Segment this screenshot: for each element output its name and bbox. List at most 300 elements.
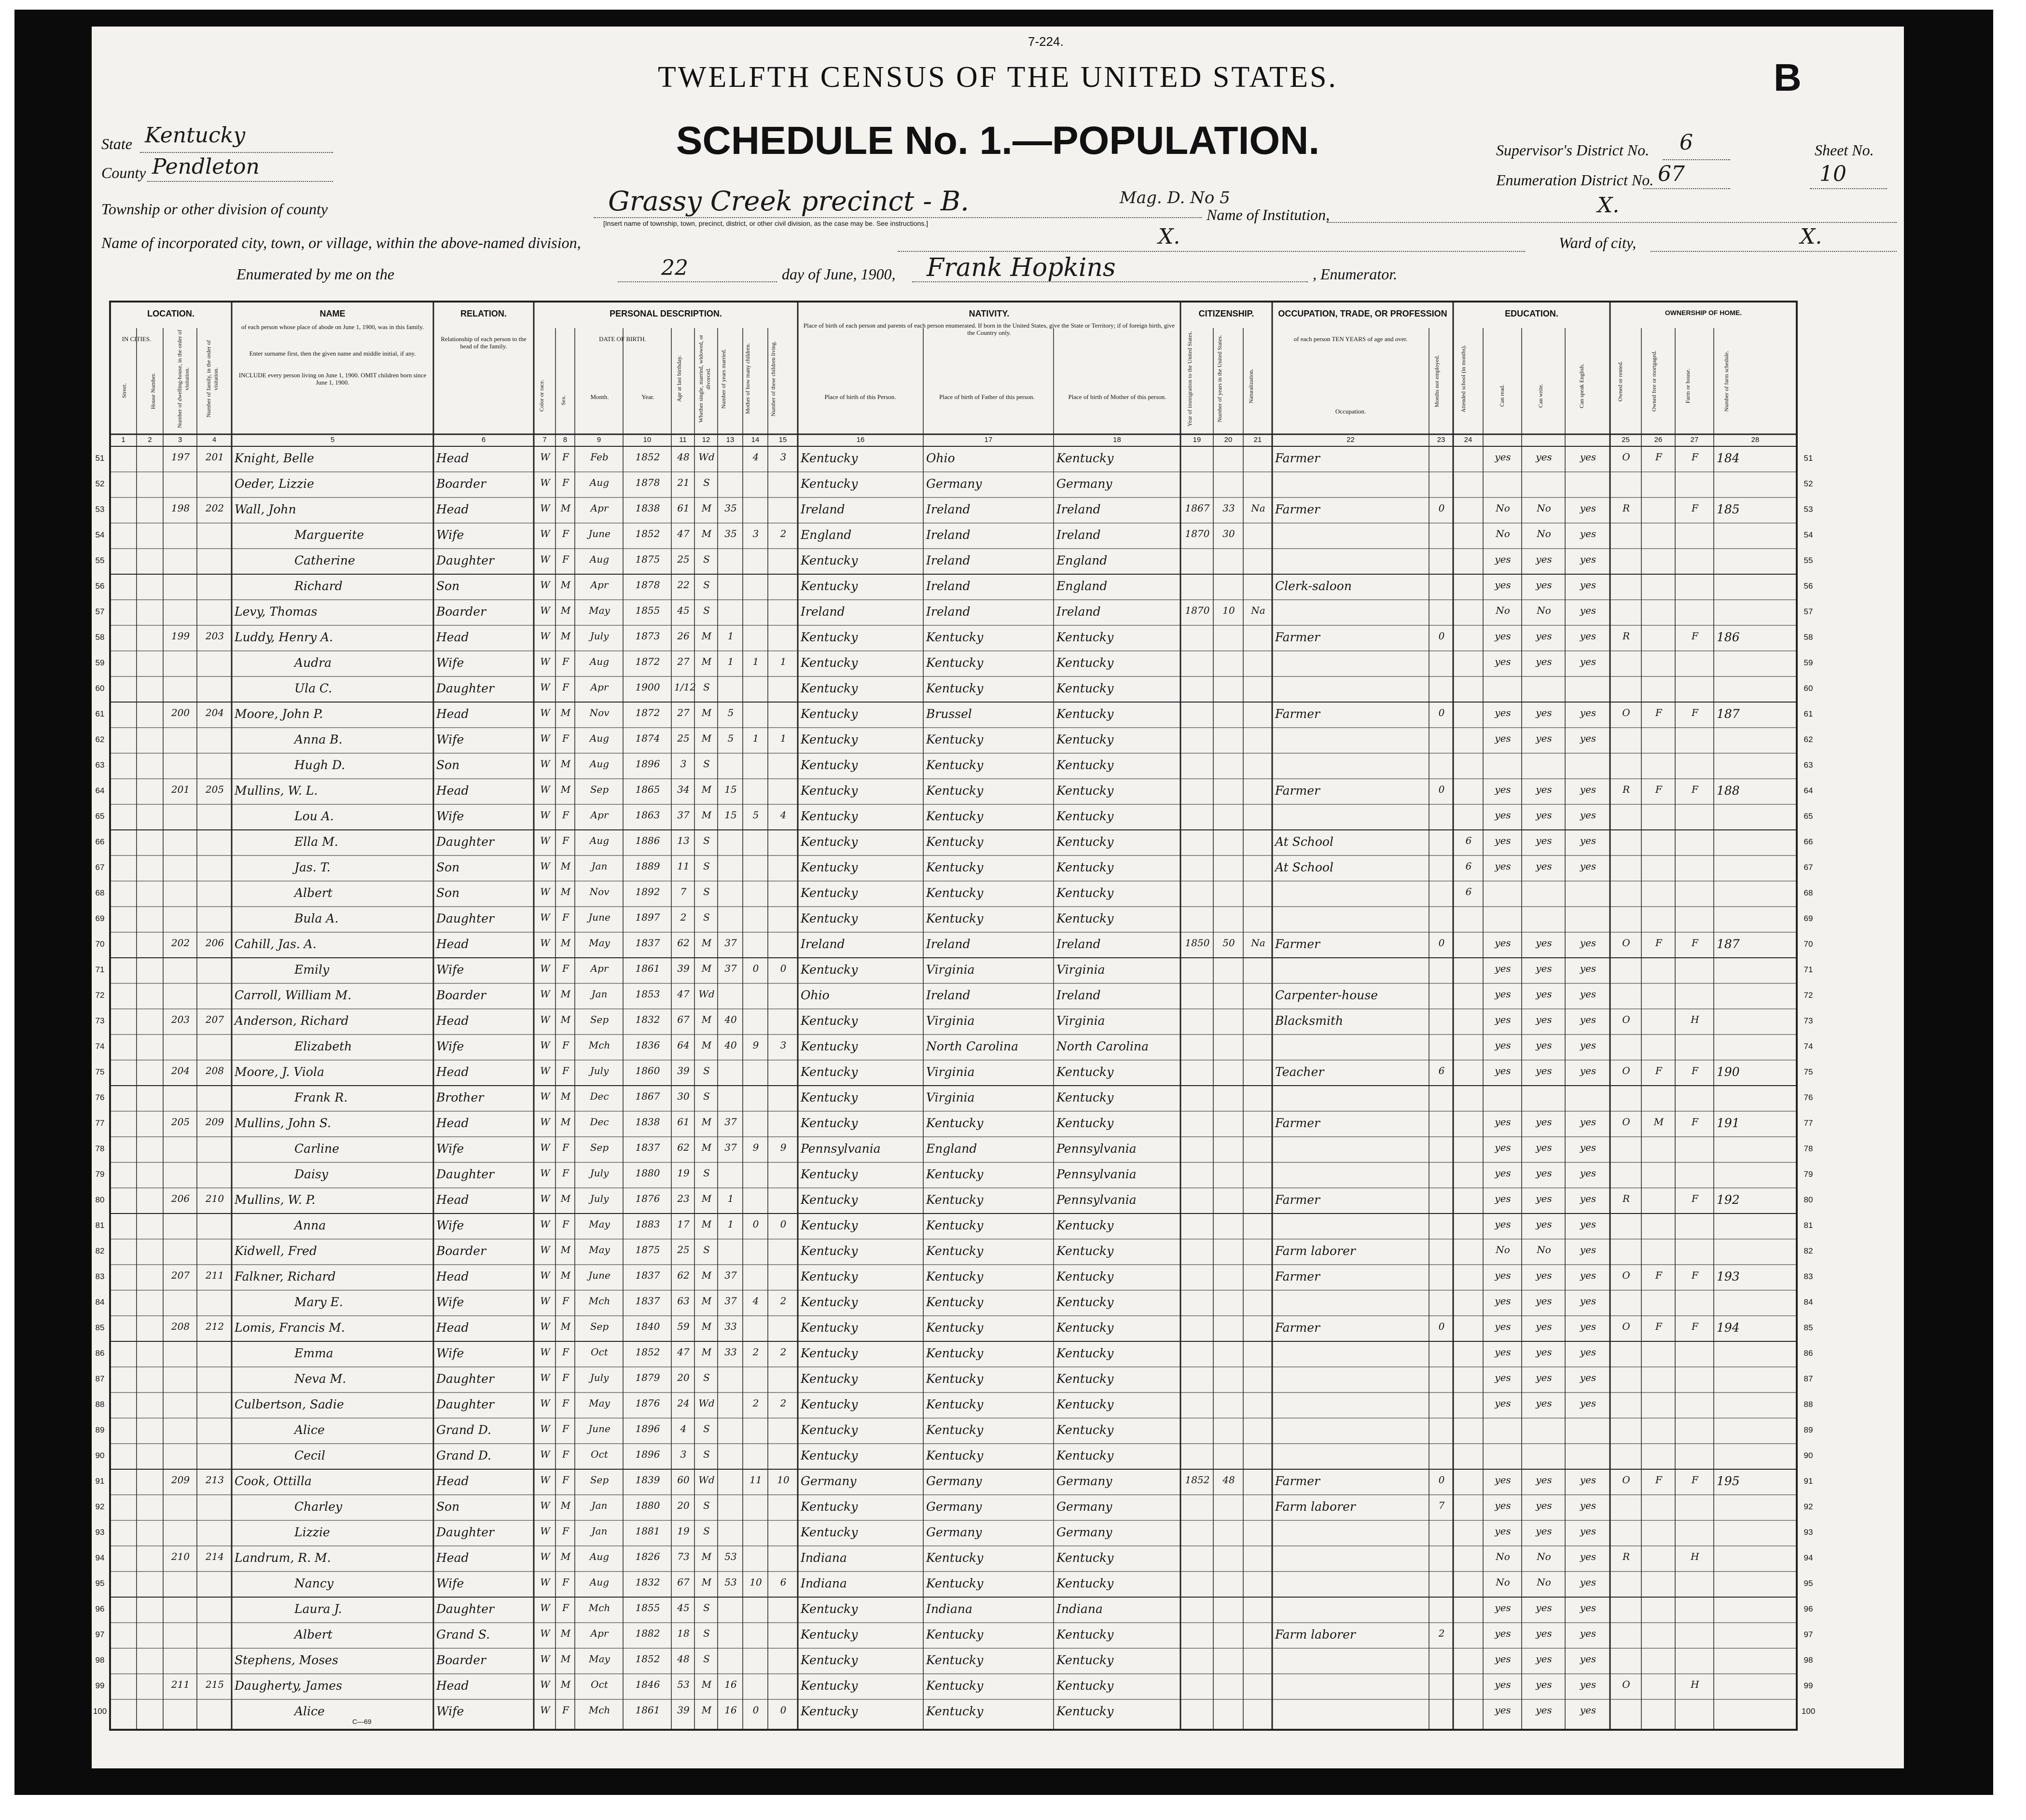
cell-rel: Wife xyxy=(436,809,464,823)
cell-mar: M xyxy=(701,937,712,949)
cell-rel: Son xyxy=(436,579,460,593)
cell-sex: F xyxy=(562,911,569,923)
line-number: 64 xyxy=(1804,786,1813,795)
cell-fh: F xyxy=(1692,1193,1698,1204)
cell-bf: Indiana xyxy=(926,1602,972,1616)
cell-month: Jan xyxy=(591,860,608,872)
cell-mne: 0 xyxy=(1438,1474,1445,1486)
cell-year: 1837 xyxy=(635,937,660,949)
cell-dw: 207 xyxy=(171,1269,190,1281)
cell-color: W xyxy=(540,1295,550,1307)
cell-bp: Kentucky xyxy=(801,1704,858,1718)
cell-age: 63 xyxy=(677,1295,690,1307)
cell-bp: Kentucky xyxy=(801,630,858,644)
mother-of-header: Mother of how many children. xyxy=(744,343,751,414)
cell-color: W xyxy=(540,1346,550,1358)
cell-mar: Wd xyxy=(698,451,715,463)
cell-ym: 37 xyxy=(724,963,737,974)
cell-fm: F xyxy=(1655,1269,1662,1281)
cell-name: Mullins, W. L. xyxy=(235,784,318,798)
line-number: 60 xyxy=(1804,684,1813,693)
cell-year: 1846 xyxy=(635,1679,660,1690)
cell-mar: M xyxy=(701,656,712,667)
line-number: 54 xyxy=(1804,530,1813,539)
cell-sex: F xyxy=(562,451,569,463)
cell-mar: M xyxy=(701,1321,712,1332)
column-number: 16 xyxy=(856,436,865,444)
enumeration-label: Enumeration District No. xyxy=(1496,171,1654,189)
nativity-instructions: Place of birth of each person and parents of each person enumerated. If born in the United States, give the State or Territory; if of foreign birth, give the Country only. xyxy=(803,322,1175,336)
cell-bm: England xyxy=(1056,553,1108,567)
cell-wr: yes xyxy=(1536,451,1552,463)
cell-bp: Kentucky xyxy=(801,1346,858,1360)
cell-rd: yes xyxy=(1495,809,1511,821)
cell-sex: F xyxy=(562,1423,569,1434)
cell-age: 25 xyxy=(677,1244,690,1255)
cell-mar: M xyxy=(701,809,712,821)
cell-occ: Farmer xyxy=(1275,1269,1320,1283)
cell-name: Wall, John xyxy=(235,502,296,516)
cell-mar: S xyxy=(703,1653,710,1665)
cell-rd: yes xyxy=(1495,1218,1511,1230)
cell-en: yes xyxy=(1580,963,1596,974)
cell-en: yes xyxy=(1580,1627,1596,1639)
cell-bp: Kentucky xyxy=(801,579,858,593)
cell-year: 1832 xyxy=(635,1576,660,1588)
cell-wr: yes xyxy=(1536,1346,1552,1358)
cell-rd: yes xyxy=(1495,1397,1511,1409)
cell-color: W xyxy=(540,963,550,974)
cell-bf: Kentucky xyxy=(926,758,984,772)
cell-rd: yes xyxy=(1495,1602,1511,1613)
cell-rel: Daughter xyxy=(436,911,494,925)
cell-ch: 0 xyxy=(780,1218,787,1230)
cell-rel: Wife xyxy=(436,1704,464,1718)
cell-name: Emily xyxy=(294,963,330,977)
cell-bf: Virginia xyxy=(926,1090,975,1104)
cell-imm: 1867 xyxy=(1185,502,1210,514)
cell-rel: Head xyxy=(436,502,469,516)
line-number: 66 xyxy=(1804,837,1813,846)
cell-en: yes xyxy=(1580,1474,1596,1486)
cell-wr: yes xyxy=(1536,579,1552,591)
cell-rel: Wife xyxy=(436,1346,464,1360)
cell-mo: 2 xyxy=(752,1346,759,1358)
cell-sex: F xyxy=(562,553,569,565)
cell-name: Carroll, William M. xyxy=(235,988,352,1002)
cell-wr: yes xyxy=(1536,1474,1552,1486)
cell-occ: Farmer xyxy=(1275,630,1320,644)
cell-year: 1881 xyxy=(635,1525,660,1537)
cell-rd: yes xyxy=(1495,1039,1511,1051)
supervisor-value: 6 xyxy=(1679,130,1693,155)
cell-ch: 2 xyxy=(780,1397,787,1409)
cell-name: Catherine xyxy=(294,553,355,567)
cell-en: yes xyxy=(1580,1679,1596,1690)
cell-bf: Ireland xyxy=(926,528,971,542)
cell-age: 39 xyxy=(677,1065,690,1076)
cell-color: W xyxy=(540,502,550,514)
line-number: 81 xyxy=(95,1221,105,1230)
cell-mne: 0 xyxy=(1438,630,1445,642)
line-number: 84 xyxy=(95,1297,105,1307)
name-instructions-3: INCLUDE every person living on June 1, 1900. OMIT children born since June 1, 1900. xyxy=(238,372,427,386)
cell-en: yes xyxy=(1580,1269,1596,1281)
cell-color: W xyxy=(540,886,550,897)
cell-color: W xyxy=(540,1525,550,1537)
cell-name: Charley xyxy=(294,1500,342,1514)
cell-ch: 0 xyxy=(780,1704,787,1716)
cell-mar: M xyxy=(701,707,712,718)
cell-month: Feb xyxy=(590,451,609,463)
cell-mar: S xyxy=(703,1525,710,1537)
cell-sex: M xyxy=(560,886,571,897)
cell-wr: yes xyxy=(1536,1116,1552,1128)
relation-header: RELATION. xyxy=(460,309,507,318)
cell-rd: yes xyxy=(1495,1653,1511,1665)
cell-mar: M xyxy=(701,1295,712,1307)
children-living-header: Number of these children living. xyxy=(770,341,777,417)
cell-bp: Kentucky xyxy=(801,860,858,874)
cell-bf: Ohio xyxy=(926,451,955,465)
cell-month: Mch xyxy=(588,1295,611,1307)
cell-sex: M xyxy=(560,937,571,949)
cell-age: 67 xyxy=(677,1014,690,1025)
cell-age: 23 xyxy=(677,1193,690,1204)
cell-bp: Kentucky xyxy=(801,886,858,900)
township-label: Township or other division of county xyxy=(101,200,328,218)
cell-month: Aug xyxy=(589,1576,610,1588)
cell-rel: Wife xyxy=(436,1142,464,1156)
cell-age: 19 xyxy=(677,1525,690,1537)
cell-rel: Head xyxy=(436,1065,469,1079)
cell-en: yes xyxy=(1580,451,1596,463)
cell-sex: M xyxy=(560,988,571,1000)
city-label: Name of incorporated city, town, or village, within the above-named division, xyxy=(101,234,581,251)
cell-color: W xyxy=(540,1065,550,1076)
cell-ym: 37 xyxy=(724,1269,737,1281)
cell-color: W xyxy=(540,911,550,923)
cell-bp: Kentucky xyxy=(801,732,858,746)
cell-rel: Head xyxy=(436,1551,469,1565)
cell-bp: Ireland xyxy=(801,605,845,619)
line-number: 97 xyxy=(95,1630,105,1639)
cell-color: W xyxy=(540,732,550,744)
line-number: 91 xyxy=(1804,1476,1813,1486)
cell-bm: Kentucky xyxy=(1056,1346,1114,1360)
cell-year: 1852 xyxy=(635,1653,660,1665)
line-number: 75 xyxy=(1804,1067,1813,1076)
cell-bf: Kentucky xyxy=(926,809,984,823)
cell-year: 1897 xyxy=(635,911,660,923)
cell-bp: Kentucky xyxy=(801,1525,858,1539)
cell-year: 1863 xyxy=(635,809,660,821)
cell-rel: Boarder xyxy=(436,988,486,1002)
cell-mo: 4 xyxy=(752,1295,759,1307)
cell-month: Sep xyxy=(590,1142,609,1153)
cell-color: W xyxy=(540,656,550,667)
cell-color: W xyxy=(540,1653,550,1665)
cell-bm: Ireland xyxy=(1056,528,1101,542)
cell-yus: 48 xyxy=(1222,1474,1235,1486)
cell-bp: Kentucky xyxy=(801,809,858,823)
cell-year: 1860 xyxy=(635,1065,660,1076)
cell-fs: 193 xyxy=(1717,1269,1740,1283)
line-number: 81 xyxy=(1804,1221,1813,1230)
line-number: 89 xyxy=(1804,1425,1813,1434)
cell-year: 1880 xyxy=(635,1500,660,1511)
cell-own: R xyxy=(1622,1193,1630,1204)
cell-name: Neva M. xyxy=(294,1372,347,1386)
cell-month: May xyxy=(589,605,610,616)
cell-rd: No xyxy=(1496,502,1510,514)
cell-name: Cook, Ottilla xyxy=(235,1474,312,1488)
institution-label: Name of Institution, xyxy=(1207,206,1330,223)
cell-mo: 0 xyxy=(752,963,759,974)
cell-fm: F xyxy=(1655,1065,1662,1076)
cell-sex: M xyxy=(560,1500,571,1511)
cell-en: yes xyxy=(1580,1295,1596,1307)
cell-wr: yes xyxy=(1536,1142,1552,1153)
cell-bm: Kentucky xyxy=(1056,1295,1114,1309)
cell-fh: F xyxy=(1692,451,1698,463)
cell-own: O xyxy=(1622,1269,1630,1281)
cell-color: W xyxy=(540,1372,550,1383)
cell-dw: 201 xyxy=(171,784,190,795)
cell-month: Nov xyxy=(589,886,610,897)
cell-fa: 205 xyxy=(205,784,224,795)
cell-occ: Farmer xyxy=(1275,502,1320,516)
cell-ym: 40 xyxy=(724,1039,737,1051)
cell-rel: Head xyxy=(436,1269,469,1283)
line-number: 87 xyxy=(1804,1374,1813,1383)
cell-occ: Teacher xyxy=(1275,1065,1324,1079)
cell-name: Elizabeth xyxy=(294,1039,352,1053)
column-number: 17 xyxy=(984,436,993,444)
cell-fh: H xyxy=(1691,1014,1699,1025)
cell-bm: Kentucky xyxy=(1056,1576,1114,1590)
farm-house-header: Farm or house. xyxy=(1684,368,1691,404)
mag-district: Mag. D. No 5 xyxy=(1120,188,1230,207)
cell-sex: F xyxy=(562,732,569,744)
cell-rel: Head xyxy=(436,1193,469,1207)
cell-wr: yes xyxy=(1536,835,1552,846)
cell-sex: F xyxy=(562,1142,569,1153)
cell-mo: 0 xyxy=(752,1704,759,1716)
cell-ch: 1 xyxy=(780,732,787,744)
cell-fs: 195 xyxy=(1717,1474,1740,1488)
cell-fs: 190 xyxy=(1717,1065,1740,1079)
cell-color: W xyxy=(540,1602,550,1613)
cell-bf: Kentucky xyxy=(926,1116,984,1130)
cell-dw: 209 xyxy=(171,1474,190,1486)
cell-en: yes xyxy=(1580,1244,1596,1255)
cell-sex: M xyxy=(560,502,571,514)
cell-fh: F xyxy=(1692,502,1698,514)
cell-color: W xyxy=(540,1679,550,1690)
cell-bm: Germany xyxy=(1056,1500,1112,1514)
cell-mar: S xyxy=(703,886,710,897)
cell-year: 1882 xyxy=(635,1627,660,1639)
cell-fs: 188 xyxy=(1717,784,1740,798)
cell-bm: Virginia xyxy=(1056,963,1105,977)
cell-fh: F xyxy=(1692,630,1698,642)
line-number: 68 xyxy=(1804,888,1813,897)
cell-age: 7 xyxy=(680,886,687,897)
line-number: 79 xyxy=(95,1170,105,1179)
cell-rel: Son xyxy=(436,1500,460,1514)
cell-dw: 208 xyxy=(171,1321,190,1332)
cell-fa: 211 xyxy=(205,1269,224,1281)
cell-month: Aug xyxy=(589,553,610,565)
cell-bm: Pennsylvania xyxy=(1056,1193,1137,1207)
line-number: 57 xyxy=(95,607,105,616)
cell-wr: yes xyxy=(1536,1525,1552,1537)
line-number: 57 xyxy=(1804,607,1813,616)
cell-ym: 1 xyxy=(727,656,734,667)
cell-month: Apr xyxy=(590,681,609,693)
cell-month: Apr xyxy=(590,809,609,821)
line-number: 55 xyxy=(95,556,105,565)
cell-name: Albert xyxy=(294,1627,333,1641)
cell-age: 48 xyxy=(677,451,690,463)
cell-color: W xyxy=(540,1627,550,1639)
cell-sex: M xyxy=(560,1090,571,1102)
cell-sex: F xyxy=(562,1525,569,1537)
column-number: 6 xyxy=(481,436,486,444)
cell-imm: 1870 xyxy=(1185,528,1210,539)
cell-bm: Kentucky xyxy=(1056,1679,1114,1693)
line-number: 89 xyxy=(95,1425,105,1434)
cell-name: Levy, Thomas xyxy=(235,605,318,619)
cell-bm: Kentucky xyxy=(1056,1448,1114,1462)
line-number: 63 xyxy=(1804,760,1813,770)
cell-fs: 191 xyxy=(1717,1116,1740,1130)
cell-mne: 0 xyxy=(1438,937,1445,949)
cell-rd: No xyxy=(1496,1576,1510,1588)
cell-age: 47 xyxy=(677,1346,690,1358)
cell-sex: M xyxy=(560,1269,571,1281)
cell-age: 3 xyxy=(680,758,687,770)
cell-color: W xyxy=(540,860,550,872)
cell-age: 1/12 xyxy=(674,681,696,693)
cell-year: 1878 xyxy=(635,579,660,591)
line-number: 53 xyxy=(95,505,105,514)
birth-mother-header: Place of birth of Mother of this person. xyxy=(1068,393,1166,400)
cell-mo: 4 xyxy=(752,451,759,463)
cell-rel: Boarder xyxy=(436,1244,486,1258)
cell-dw: 202 xyxy=(171,937,190,949)
cell-bm: Kentucky xyxy=(1056,860,1114,874)
cell-mar: M xyxy=(701,1679,712,1690)
cell-mar: S xyxy=(703,758,710,770)
line-number: 75 xyxy=(95,1067,105,1076)
line-number: 98 xyxy=(1804,1655,1813,1665)
cell-bf: Virginia xyxy=(926,1014,975,1028)
cell-month: Sep xyxy=(590,1014,609,1025)
cell-color: W xyxy=(540,1269,550,1281)
cell-bm: Kentucky xyxy=(1056,1397,1114,1411)
cell-color: W xyxy=(540,937,550,949)
location-header: LOCATION. xyxy=(147,309,194,318)
line-number: 78 xyxy=(1804,1144,1813,1153)
cell-ym: 33 xyxy=(724,1346,737,1358)
cell-year: 1883 xyxy=(635,1218,660,1230)
cell-en: yes xyxy=(1580,656,1596,667)
cell-wr: yes xyxy=(1536,860,1552,872)
line-number: 59 xyxy=(1804,658,1813,667)
cell-month: Aug xyxy=(589,732,610,744)
cell-year: 1838 xyxy=(635,1116,660,1128)
cell-sex: M xyxy=(560,579,571,591)
cell-wr: yes xyxy=(1536,1218,1552,1230)
cell-wr: yes xyxy=(1536,707,1552,718)
cell-name: Emma xyxy=(294,1346,333,1360)
cell-age: 17 xyxy=(677,1218,690,1230)
cell-fs: 186 xyxy=(1717,630,1740,644)
cell-mo: 9 xyxy=(752,1142,759,1153)
can-read-header: Can read. xyxy=(1499,385,1505,407)
cell-rd: yes xyxy=(1495,963,1511,974)
cell-age: 61 xyxy=(677,1116,690,1128)
cell-wr: yes xyxy=(1536,1193,1552,1204)
cell-year: 1852 xyxy=(635,1346,660,1358)
cell-wr: yes xyxy=(1536,1039,1552,1051)
cell-wr: yes xyxy=(1536,784,1552,795)
cell-en: yes xyxy=(1580,707,1596,718)
cell-age: 2 xyxy=(680,911,687,923)
cell-month: Apr xyxy=(590,1627,609,1639)
cell-en: yes xyxy=(1580,1500,1596,1511)
cell-mar: S xyxy=(703,835,710,846)
cell-age: 26 xyxy=(677,630,690,642)
cell-dw: 198 xyxy=(171,502,190,514)
cell-sex: F xyxy=(562,681,569,693)
line-number: 99 xyxy=(95,1681,105,1690)
cell-rd: yes xyxy=(1495,451,1511,463)
cell-fa: 207 xyxy=(205,1014,224,1025)
cell-year: 1852 xyxy=(635,451,660,463)
cell-bp: Kentucky xyxy=(801,1423,858,1437)
cell-name: Alice xyxy=(294,1704,325,1718)
cell-month: July xyxy=(590,1193,609,1204)
cell-occ: Farm laborer xyxy=(1275,1244,1356,1258)
footer-mark: C—69 xyxy=(352,1718,372,1725)
cell-rel: Grand S. xyxy=(436,1627,490,1641)
cell-age: 47 xyxy=(677,528,690,539)
cell-year: 1872 xyxy=(635,656,660,667)
cell-bp: Kentucky xyxy=(801,784,858,798)
cell-wr: yes xyxy=(1536,656,1552,667)
cell-mar: M xyxy=(701,1576,712,1588)
line-number: 87 xyxy=(95,1374,105,1383)
cell-bm: Pennsylvania xyxy=(1056,1167,1137,1181)
cell-ym: 5 xyxy=(727,732,734,744)
cell-att: 6 xyxy=(1465,835,1472,846)
cell-color: W xyxy=(540,809,550,821)
cell-fh: F xyxy=(1692,1269,1698,1281)
line-number: 76 xyxy=(95,1093,105,1102)
cell-mar: S xyxy=(703,605,710,616)
cell-rel: Head xyxy=(436,1679,469,1693)
cell-rel: Wife xyxy=(436,1039,464,1053)
cell-rd: yes xyxy=(1495,1167,1511,1179)
cell-ym: 33 xyxy=(724,1321,737,1332)
cell-bp: Kentucky xyxy=(801,1065,858,1079)
naturalization-header: Naturalization. xyxy=(1248,369,1254,403)
cell-month: Mch xyxy=(588,1039,611,1051)
can-speak-english-header: Can speak English. xyxy=(1578,363,1585,409)
